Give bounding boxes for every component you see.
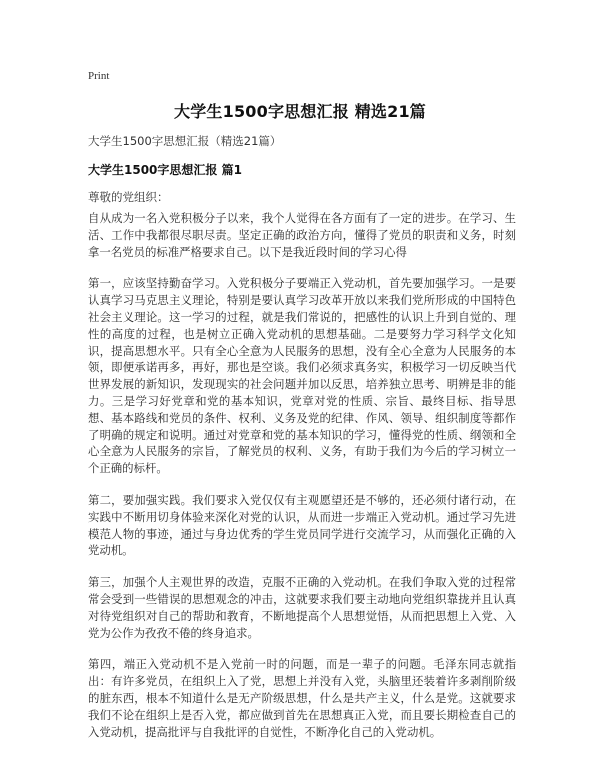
paragraph-second-point: 第二，要加强实践。我们要求入党仅仅有主观愿望还是不够的，还必须付诸行动，在实践中不断用切身体验来深化对党的认识，从而进一步端正入党动机。通过学习先进模范人物的事迹，通过与身边优秀的学生党员同学进行交流学习，从而强化正确的入党动机。 [88, 492, 516, 558]
salutation: 尊敬的党组织： [88, 190, 169, 204]
page-title: 大学生1500字思想汇报 精选21篇 [174, 102, 426, 121]
print-link[interactable]: Print [88, 70, 110, 82]
paragraph-first-point: 第一，应该坚持勤奋学习。入党积极分子要端正入党动机，首先要加强学习。一是要认真学习马克思主义理论，特别是要认真学习改革开放以来我们党所形成的中国特色社会主义理论。这一学习的过程，就是我们常说的，把感性的认识上升到自觉的、理性的高度的过程，也是树立正确入党动机的思想基础。二是要努力学习科学文化知识，提高思想水平。只有全心全意为人民服务的思想，没有全心全意为人民服务的本领，即便承诺再多，再好，那也是空谈。我们必须求真务实，积极学习一切反映当代世界发展的新知识，发现现实的社会问题并加以反思，培养独立思考、明辨是非的能力。三是学习好党章和党的基本知识，党章对党的性质、宗旨、最终目标、指导思想、基本路线和党员的条件、权利、义务及党的纪律、作风、领导、组织制度等都作了明确的规定和说明。通过对党章和党的基本知识的学习，懂得党的性质、纲领和全心全意为人民服务的宗旨，了解党员的权利、义务，有助于我们为今后的学习树立一个正确的标杆。 [88, 276, 516, 476]
paragraph-intro: 自从成为一名入党积极分子以来，我个人觉得在各方面有了一定的进步。在学习、生活、工作中我都很尽职尽责。坚定正确的政治方向，懂得了党员的职责和义务，时刻拿一名党员的标准严格要求自己。以下是我近段时间的学习心得 [88, 211, 516, 259]
subtitle: 大学生1500字思想汇报（精选21篇） [88, 134, 282, 148]
paragraph-fourth-point: 第四，端正入党动机不是入党前一时的问题，而是一辈子的问题。毛泽东同志就指出：有许多党员，在组织上入了党，思想上并没有入党，头脑里还装着许多剥削阶级的脏东西，根本不知道什么是无产阶级思想，什么是共产主义，什么是党。这就要求我们不论在组织上是否入党，都应做到首先在思想真正入党，而且要长期检查自己的入党动机，提高批评与自我批评的自觉性，不断净化自己的入党动机。 [88, 657, 516, 739]
section-heading: 大学生1500字思想汇报 篇1 [88, 163, 242, 177]
paragraph-third-point: 第三，加强个人主观世界的改造，克服不正确的入党动机。在我们争取入党的过程常常会受到一些错误的思想观念的冲击，这就要求我们要主动地向党组织靠拢并且认真对待党组织对自己的帮助和教育，不断地提高个人思想觉悟，从而把思想上入党、入党为公作为孜孜不倦的终身追求。 [88, 575, 516, 640]
body-text [88, 210, 516, 755]
